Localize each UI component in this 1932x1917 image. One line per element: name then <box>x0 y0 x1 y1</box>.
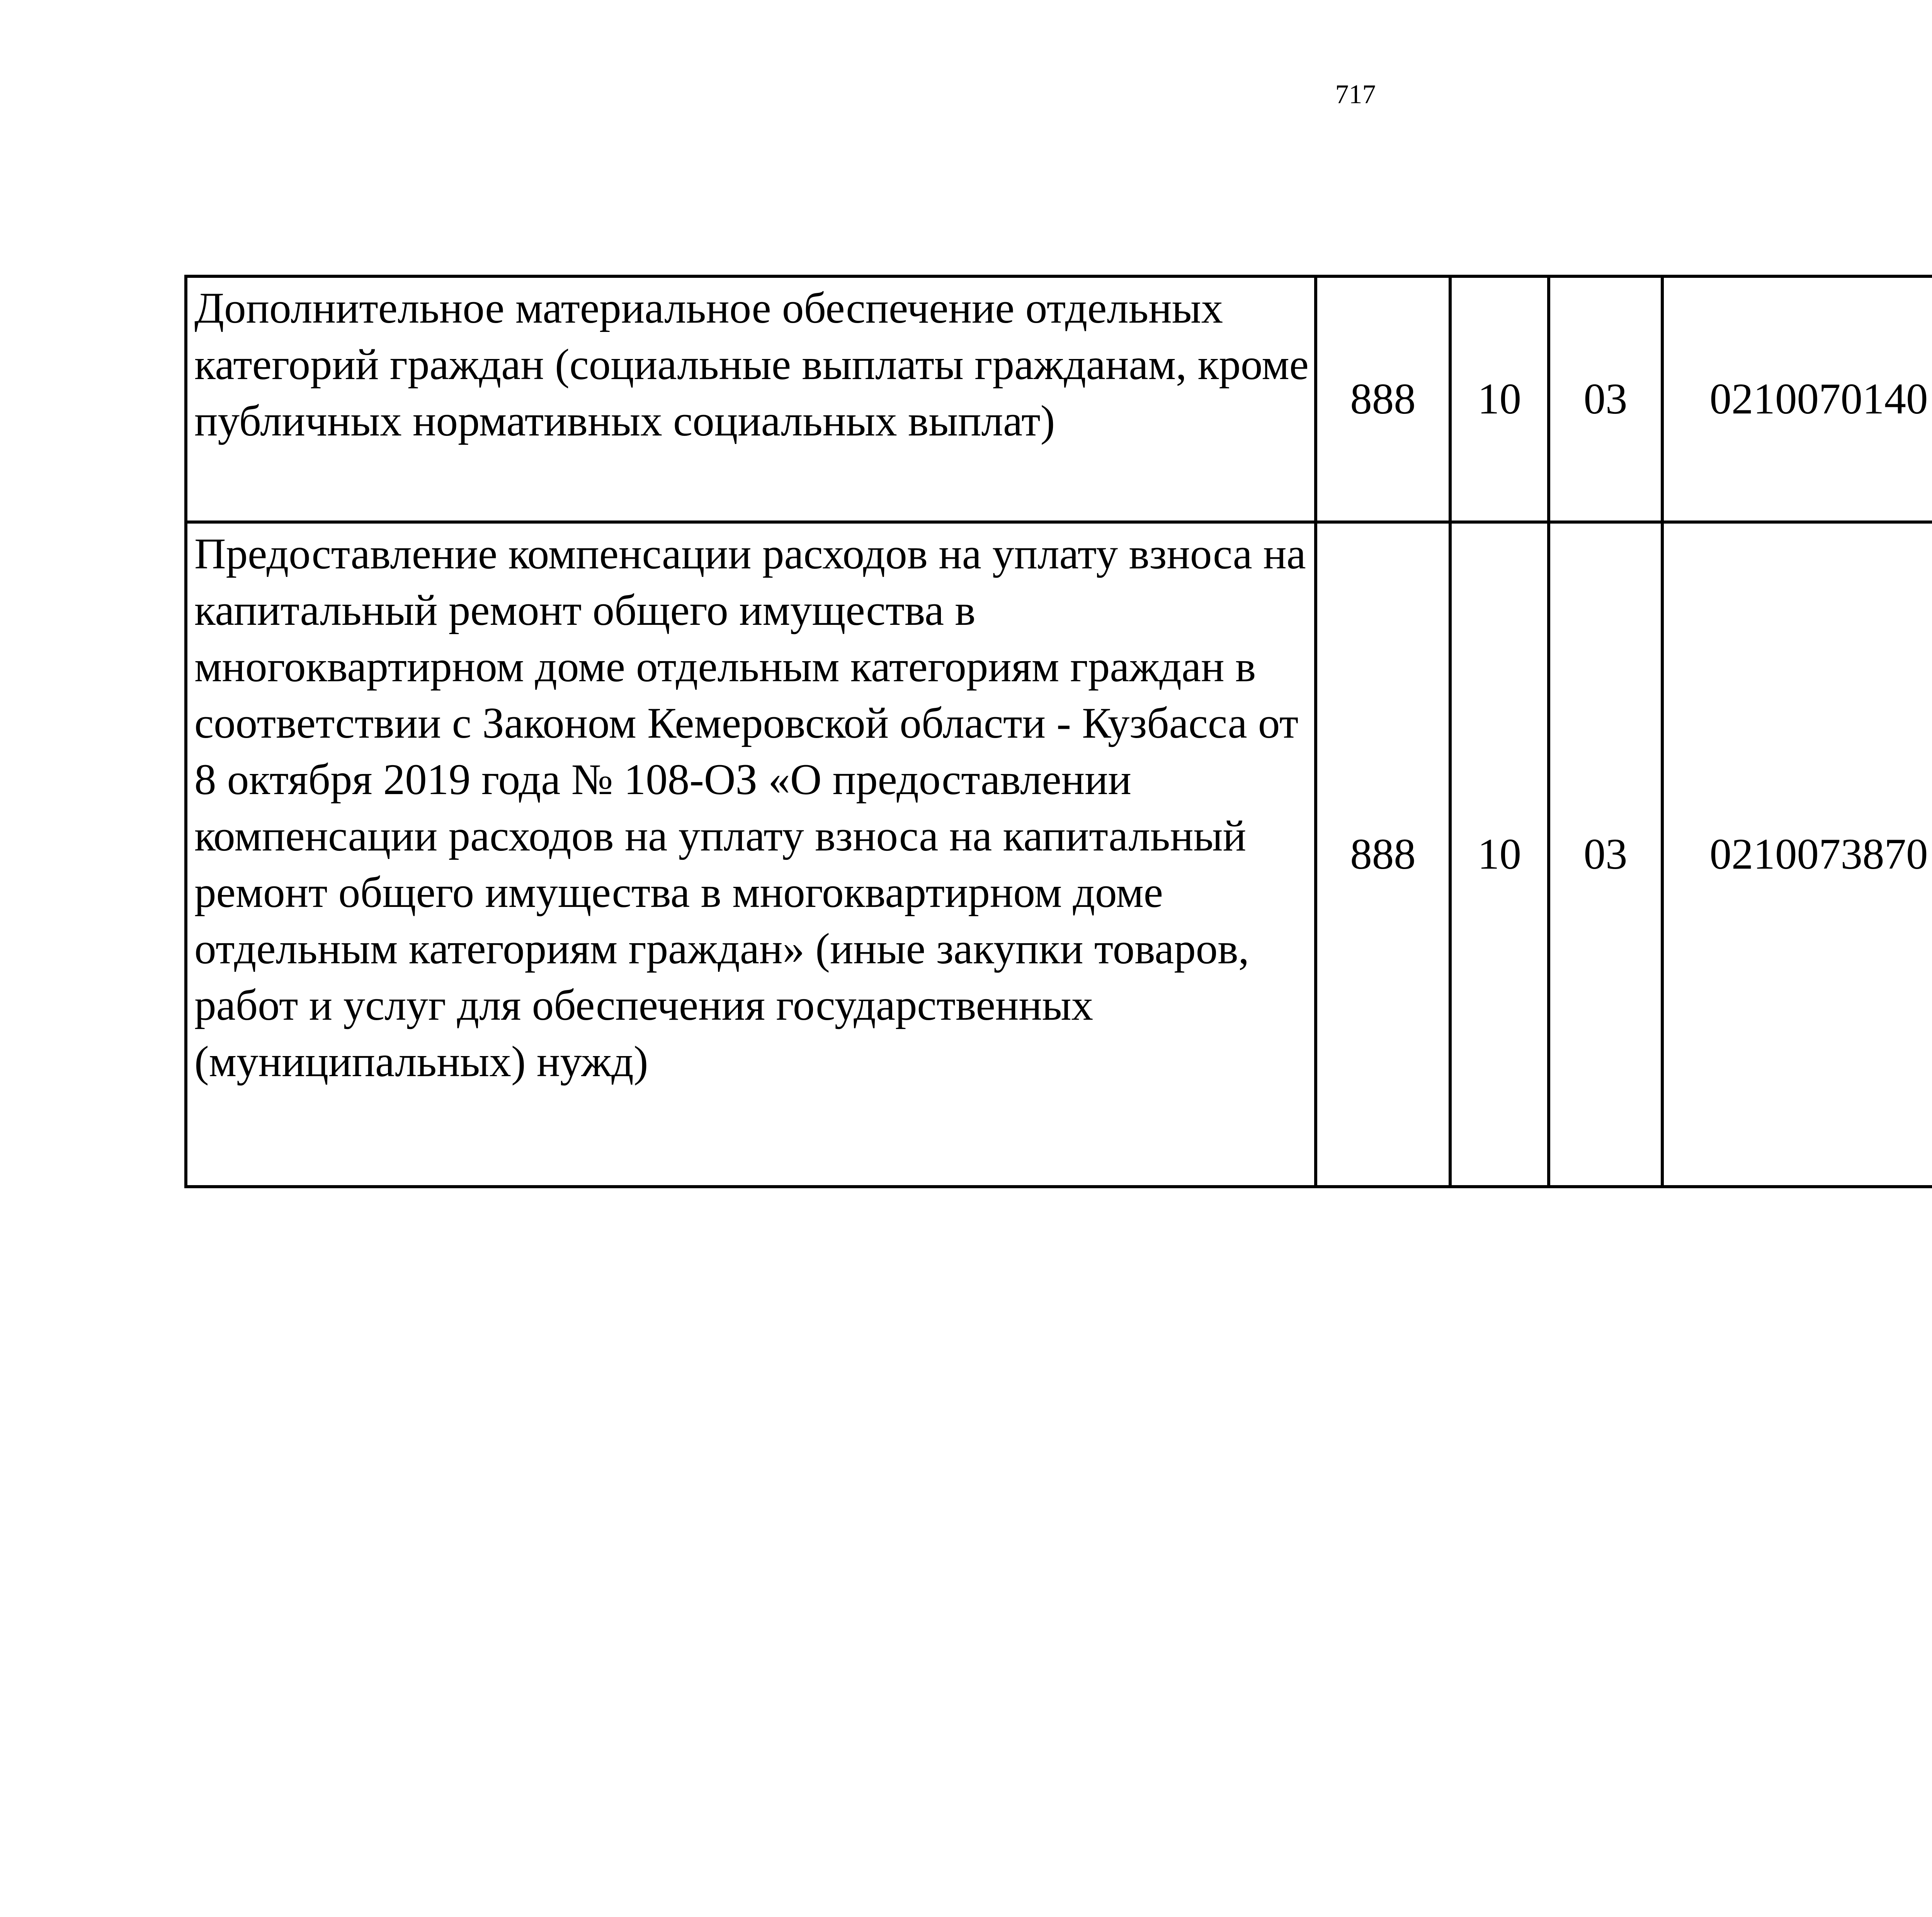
section-code-cell: 10 <box>1450 522 1549 1187</box>
target-article-cell: 0210073870 <box>1662 522 1932 1187</box>
ministry-code-cell: 888 <box>1316 276 1450 522</box>
row-description: Предоставление компенсации расходов на уплату взноса на капитальный ремонт общего имущества в многоквартирном доме отдельным категориям граждан в соответствии с Законом Кемеровской области - Кузбасса от 8 октября 2019 года № 108-ОЗ «О предоставлении компенсации расходов на уплату взноса на капитальный ремонт общего имущества в многоквартирном доме отдельным категориям граждан» (иные закупки товаров, работ и услуг для обеспечения государственных (муниципальных) нужд) <box>194 530 1306 1086</box>
subsection-code-cell: 03 <box>1549 522 1662 1187</box>
ministry-code-cell: 888 <box>1316 522 1450 1187</box>
row-description: Дополнительное материальное обеспечение отдельных категорий граждан (социальные выплаты гражданам, кроме публичных нормативных социальных выплат) <box>194 284 1309 445</box>
budget-table <box>184 275 1932 1188</box>
table-row <box>186 522 1932 1187</box>
subsection-code-cell: 03 <box>1549 276 1662 522</box>
table-row <box>186 276 1932 522</box>
target-article-cell: 0210070140 <box>1662 276 1932 522</box>
section-code-cell: 10 <box>1450 276 1549 522</box>
page-number: 717 <box>1335 80 1376 109</box>
row-description-cell <box>186 522 1316 1187</box>
row-description-cell <box>186 276 1316 522</box>
